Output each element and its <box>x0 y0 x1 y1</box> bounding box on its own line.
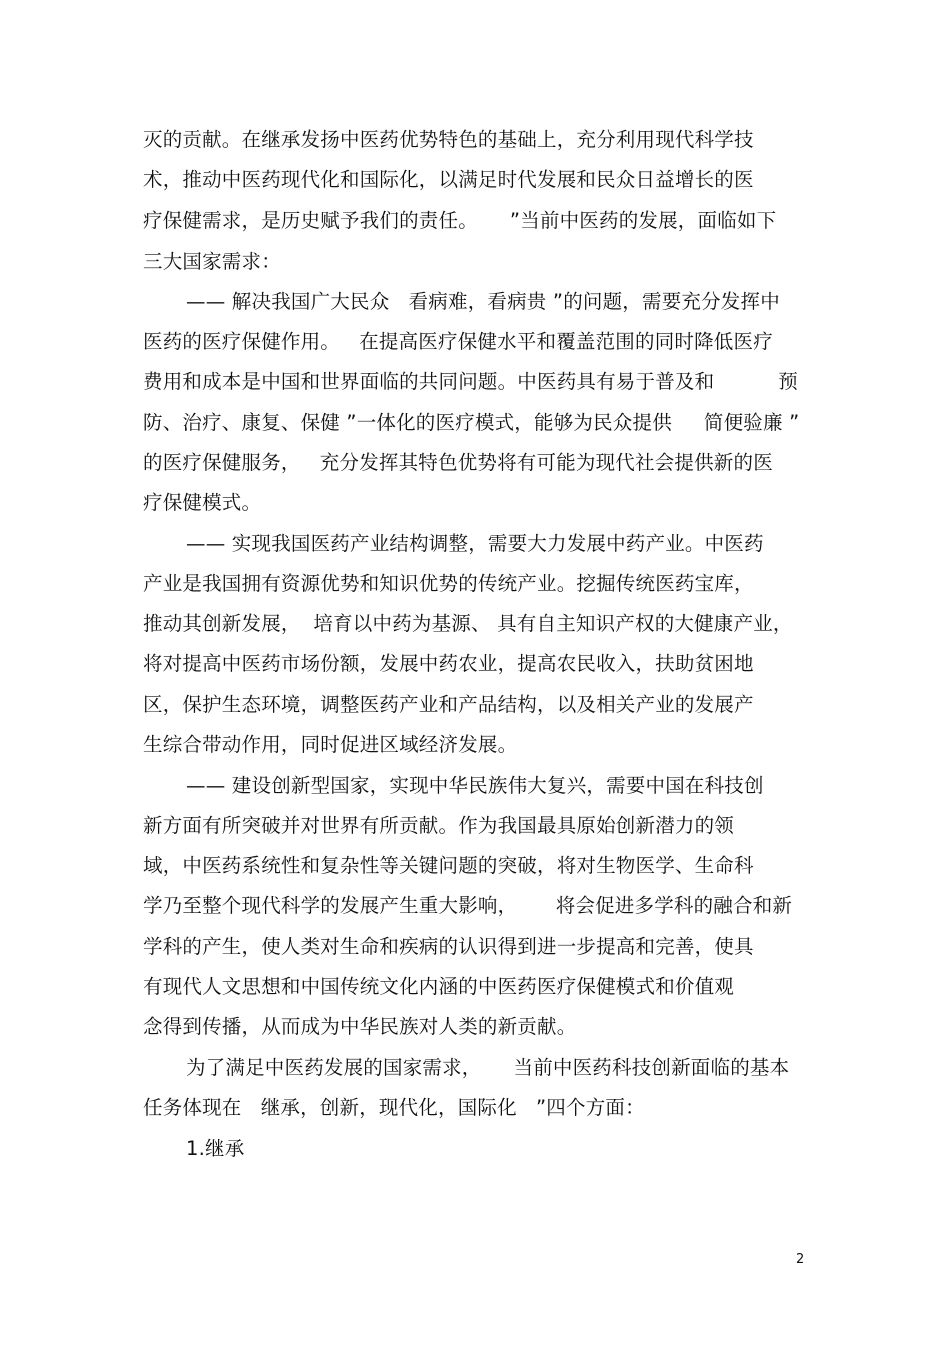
text-line: 费用和成本是中国和世界面临的共同问题。中医药具有易于普及和 预 <box>143 370 798 393</box>
text-line: 推动其创新发展， 培育以中药为基源、 具有自主知识产权的大健康产业， <box>143 612 793 635</box>
text-line: 疗保健需求，是历史赋予我们的责任。 ”当前中医药的发展，面临如下 <box>143 209 777 232</box>
text-line: 灭的贡献。在继承发扬中医药优势特色的基础上，充分利用现代科学技 <box>143 128 754 151</box>
text-line: 术，推动中医药现代化和国际化，以满足时代发展和民众日益增长的医 <box>143 168 754 191</box>
text-line: 区，保护生态环境，调整医药产业和产品结构，以及相关产业的发展产 <box>143 693 754 716</box>
text-line: 任务体现在 继承，创新，现代化，国际化 ”四个方面： <box>143 1096 645 1119</box>
text-line: 为了满足中医药发展的国家需求， 当前中医药科技创新面临的基本 <box>186 1056 790 1079</box>
text-line: 学乃至整个现代科学的发展产生重大影响， 将会促进多学科的融合和新 <box>143 894 793 917</box>
text-line: 有现代人文思想和中国传统文化内涵的中医药医疗保健模式和价值观 <box>143 975 735 998</box>
text-line: 产业是我国拥有资源优势和知识优势的传统产业。挖掘传统医药宝库， <box>143 572 754 595</box>
text-line: 将对提高中医药市场份额，发展中药农业，提高农民收入，扶助贫困地 <box>143 652 754 675</box>
text-line: —— 建设创新型国家，实现中华民族伟大复兴，需要中国在科技创 <box>186 774 764 797</box>
text-line: 新方面有所突破并对世界有所贡献。作为我国最具原始创新潜力的领 <box>143 814 735 837</box>
text-line: 的医疗保健服务， 充分发挥其特色优势将有可能为现代社会提供新的医 <box>143 451 773 474</box>
text-line: 医药的医疗保健作用。 在提高医疗保健水平和覆盖范围的同时降低医疗 <box>143 330 773 353</box>
text-line: 三大国家需求： <box>143 250 281 273</box>
text-line: —— 实现我国医药产业结构调整，需要大力发展中药产业。中医药 <box>186 532 764 555</box>
text-line: 疗保健模式。 <box>143 491 262 514</box>
text-line: 念得到传播，从而成为中华民族对人类的新贡献。 <box>143 1015 577 1038</box>
text-line: 生综合带动作用，同时促进区域经济发展。 <box>143 733 518 756</box>
text-line: 学科的产生，使人类对生命和疾病的认识得到进一步提高和完善，使具 <box>143 935 754 958</box>
text-line: —— 解决我国广大民众 看病难，看病贵 ”的问题，需要充分发挥中 <box>186 290 780 313</box>
text-line: 防、治疗、康复、保健 ”一体化的医疗模式，能够为民众提供 简便验廉 ” <box>143 411 800 434</box>
text-line: 域，中医药系统性和复杂性等关键问题的突破，将对生物医学、生命科 <box>143 854 754 877</box>
page-number: 2 <box>796 1252 805 1267</box>
section-heading: 1.继承 <box>186 1137 245 1160</box>
